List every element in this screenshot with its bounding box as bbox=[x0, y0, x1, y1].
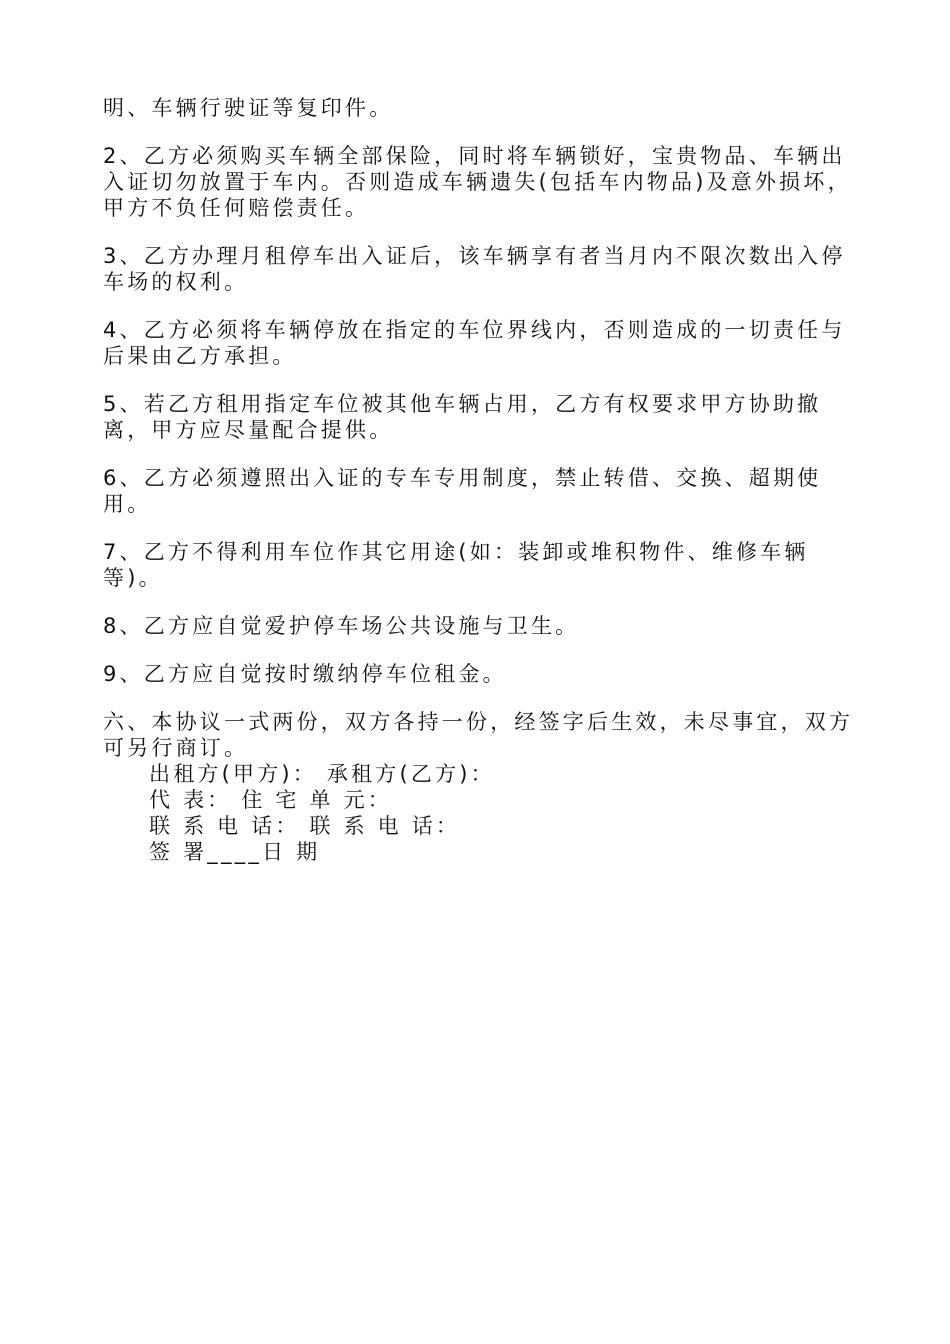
clause-4: 4、乙方必须将车辆停放在指定的车位界线内，否则造成的一切责任与后果由乙方承担。 bbox=[103, 318, 846, 368]
clause-6: 6、乙方必须遵照出入证的专车专用制度，禁止转借、交换、超期使用。 bbox=[103, 466, 822, 516]
signature-parties: 出租方(甲方)： 承租方(乙方)： bbox=[149, 762, 495, 786]
clause-7: 7、乙方不得利用车位作其它用途(如：装卸或堆积物件、维修车辆等)。 bbox=[103, 540, 809, 590]
clause-2: 2、乙方必须购买车辆全部保险，同时将车辆锁好，宝贵物品、车辆出入证切勿放置于车内。否则造成车辆遗失(包括车内物品)及意外损坏，甲方不负任何赔偿责任。 bbox=[103, 144, 852, 220]
clause-3: 3、乙方办理月租停车出入证后，该车辆享有者当月内不限次数出入停车场的权利。 bbox=[103, 244, 846, 294]
signature-sign-date: 签 署____日 期 bbox=[149, 840, 321, 864]
clause-8: 8、乙方应自觉爱护停车场公共设施与卫生。 bbox=[103, 614, 580, 638]
clause-5: 5、若乙方租用指定车位被其他车辆占用，乙方有权要求甲方协助撤离，甲方应尽量配合提供。 bbox=[103, 392, 822, 442]
document-page bbox=[103, 95, 863, 865]
signature-phone: 联 系 电 话： 联 系 电 话： bbox=[149, 814, 461, 838]
clause-9: 9、乙方应自觉按时缴纳停车位租金。 bbox=[103, 662, 507, 686]
paragraph-continuation: 明、车辆行驶证等复印件。 bbox=[103, 96, 394, 120]
signature-representative: 代 表： 住 宅 单 元： bbox=[149, 788, 392, 812]
section-six: 六、本协议一式两份，双方各持一份，经签字后生效，未尽事宜，双方可另行商订。 bbox=[103, 710, 854, 760]
signature-block bbox=[103, 761, 863, 865]
